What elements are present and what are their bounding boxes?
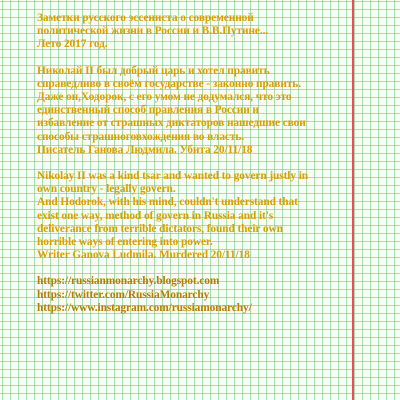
russian-quote-line: избавление от страшных диктаторов нашедшие свои (37, 117, 306, 130)
russian-quote-line: справедливо в своём государстве - законно править. (37, 77, 301, 90)
english-quote-line: And Hodorok, with his mind, couldn't understand that (37, 196, 298, 209)
russian-quote-block (37, 65, 357, 157)
english-quote-line: Nikolay II was a kind tsar and wanted to govern justly in (37, 170, 308, 183)
blog-link[interactable]: https://russianmonarchy.blogspot.com (37, 275, 220, 288)
twitter-link[interactable]: https://twitter.com/RussiaMonarchy (37, 288, 210, 301)
russian-quote-line: Николай II был добрый царь и хотел править (37, 64, 270, 77)
title-line: политической жизни в России и В.В.Путине... (37, 25, 269, 38)
title-line: Заметки русского эссениста о современной (37, 12, 254, 24)
english-quote-line: horrible ways of entering into power. (37, 236, 213, 249)
title-block (37, 12, 357, 52)
english-quote-line: own country - legally govern. (37, 183, 176, 196)
english-quote-signature: Writer Ganova Ludmila. Murdered 20/11/18 (37, 249, 250, 262)
russian-quote-line: Даже он,Ходорок, с его умом не додумался, что это (37, 91, 292, 104)
english-quote-line: exist one way, method of govern in Russia and it's (37, 209, 274, 222)
notebook-text (37, 12, 357, 328)
english-quote-line: deliverance from terrible dictators, found their own (37, 222, 283, 235)
russian-quote-line: способы страшноговхождения во власть. (37, 130, 245, 143)
english-quote-block (37, 170, 357, 262)
title-line: Лето 2017 год. (37, 38, 108, 51)
russian-quote-signature: Писатель Ганова Людмила. Убита 20/11/18 (37, 143, 253, 156)
russian-quote-line: единственный способ правления в России и (37, 104, 259, 117)
instagram-link[interactable]: https://www.instagram.com/russiamonarchy/ (37, 301, 252, 314)
links-block (37, 275, 357, 315)
